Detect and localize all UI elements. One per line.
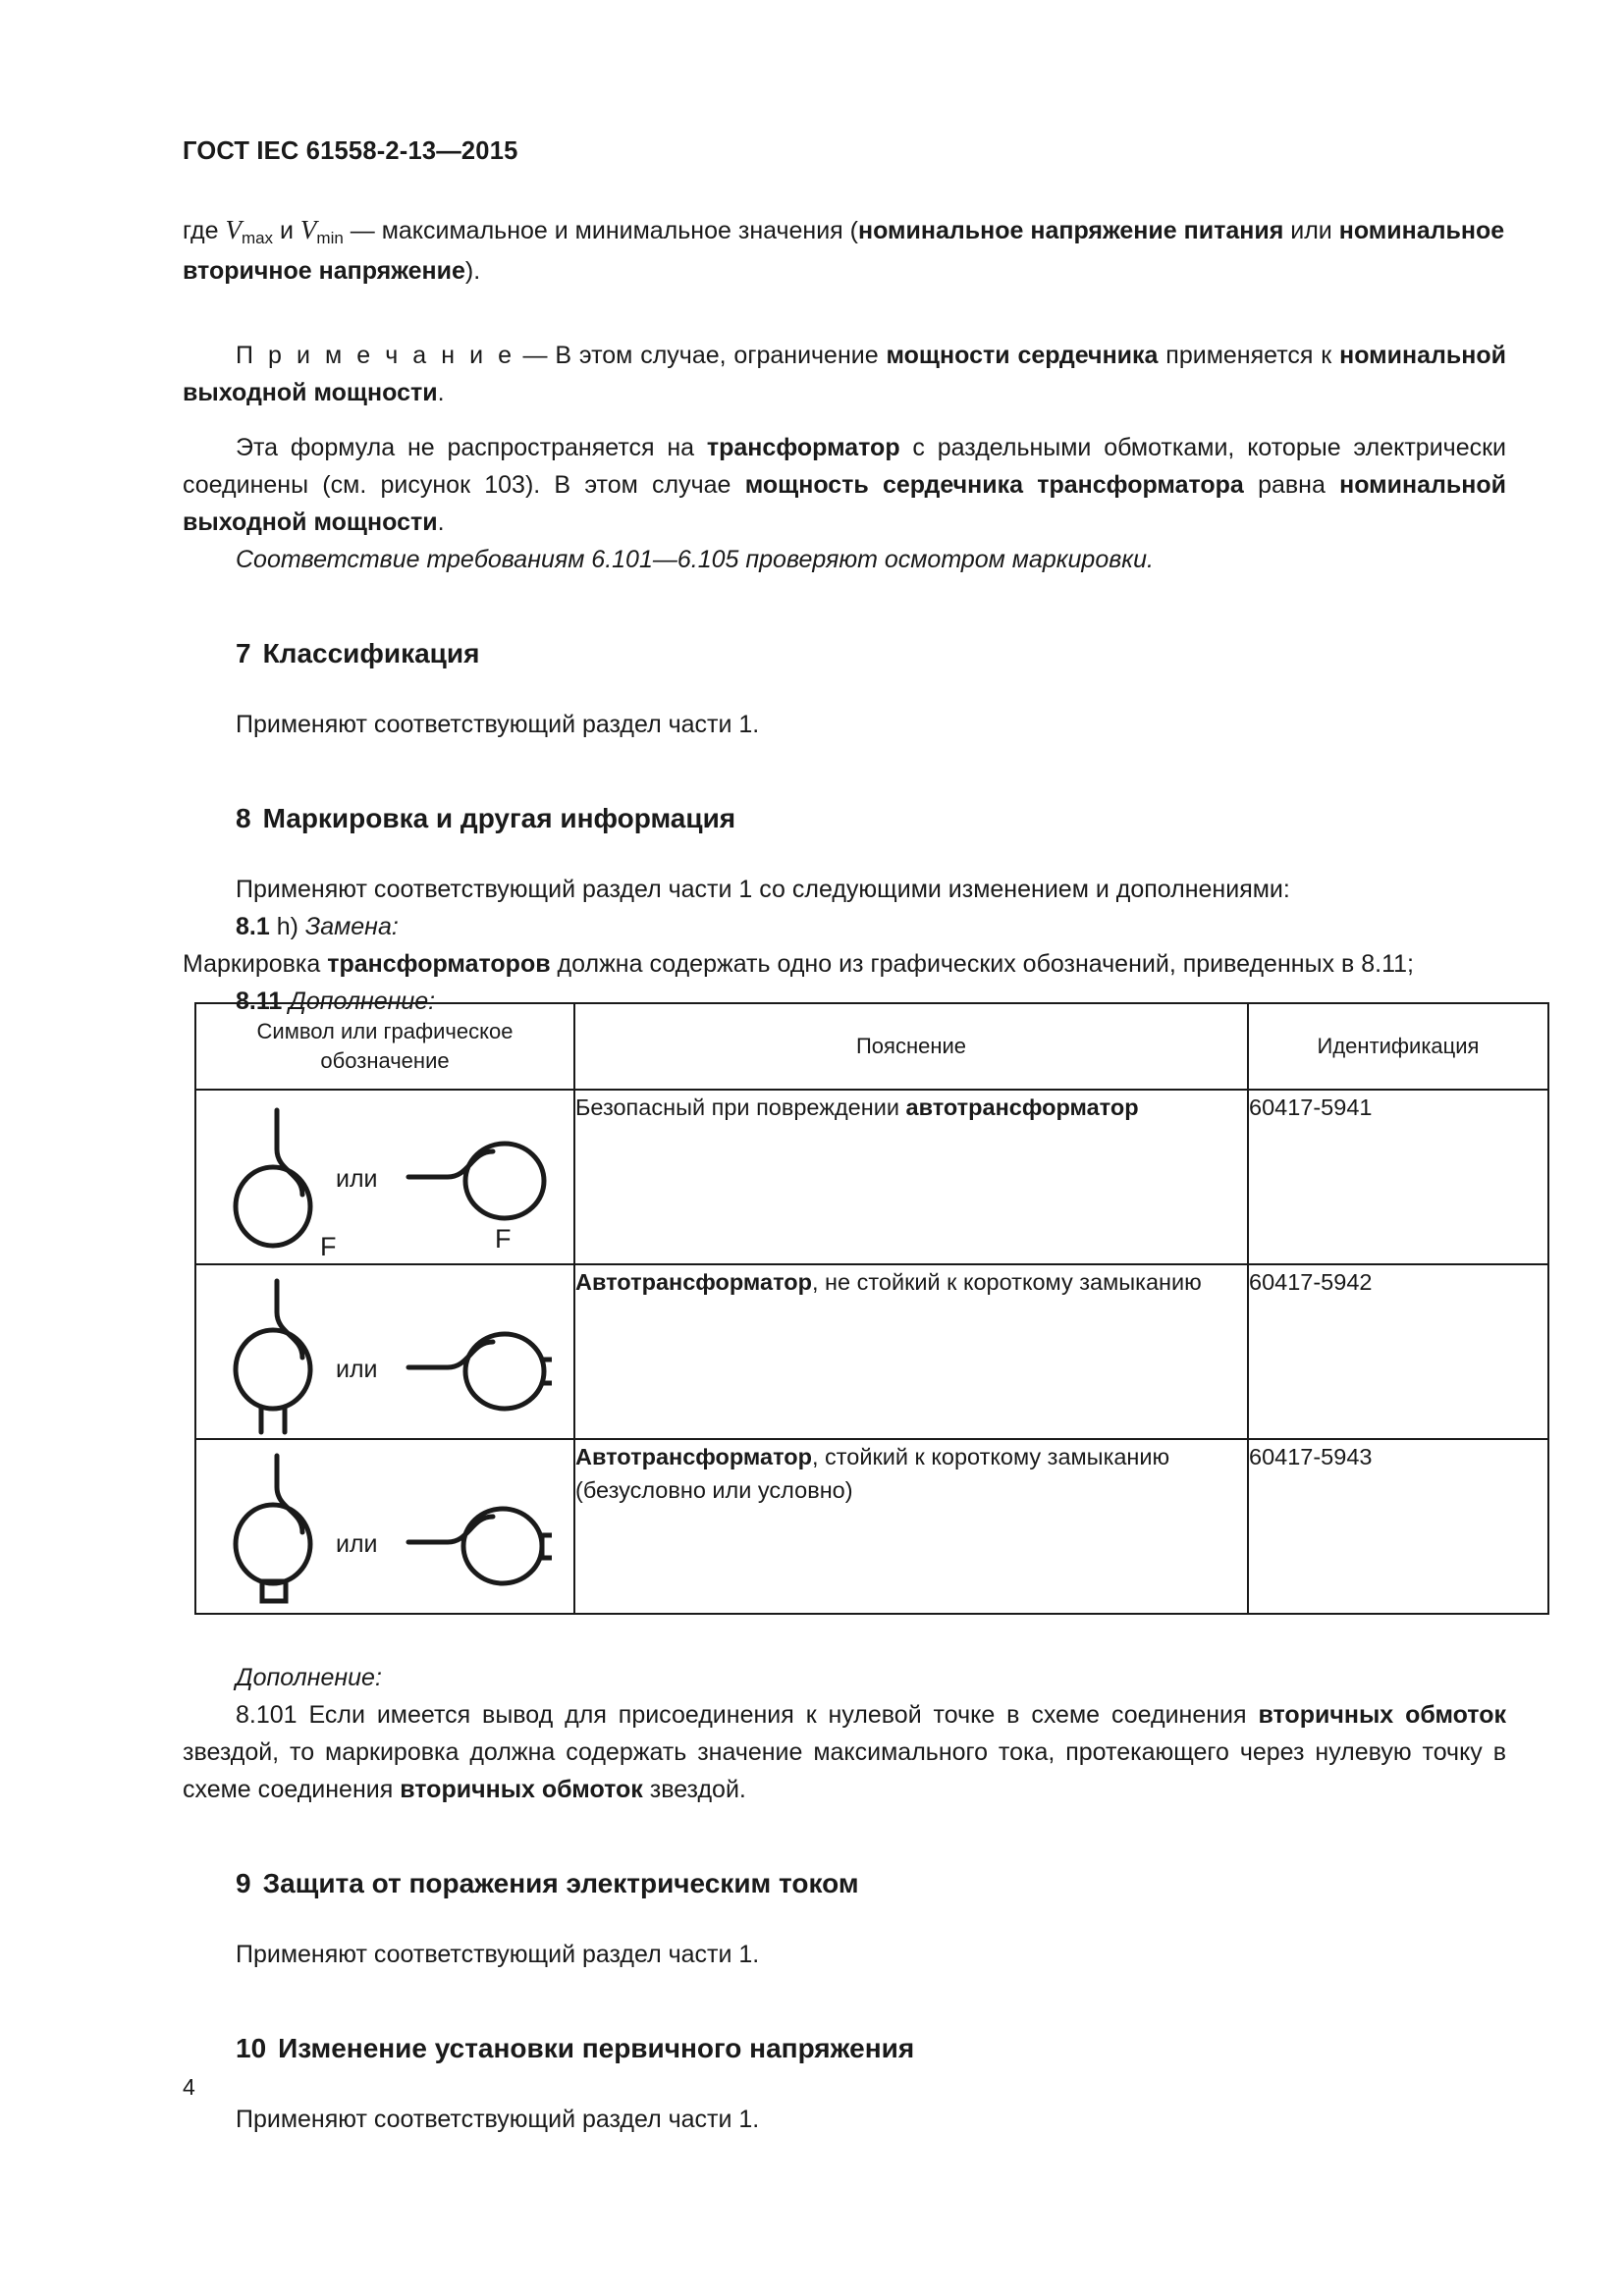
explanation-rest: , стойкий к короткому замыканию (безусловно или условно) [575,1444,1170,1503]
item-8-1-body-b: должна содержать одно из графических обозначений, приведенных в 8.11; [550,950,1414,978]
explanation-bold: автотрансформатор [905,1095,1139,1120]
explanation-lead: Безопасный при повреждении [575,1095,906,1120]
page-number: 4 [183,2074,195,2100]
spacer [183,837,1506,871]
paragraph-section-8-intro: Применяют соответствующий раздел части 1 со следующими изменением и дополнениями: [236,876,1290,903]
where-or: или [1283,217,1339,244]
or-label: или [336,1356,378,1383]
spacer [183,1973,1506,2030]
identification-cell: 60417-5941 [1248,1090,1548,1264]
identification-cell: 60417-5942 [1248,1264,1548,1439]
table-row [195,1090,1548,1264]
heading-8-title: Маркировка и другая информация [262,803,736,833]
paragraph-section-9-body: Применяют соответствующий раздел части 1. [236,1941,760,1968]
heading-section-7 [183,635,1506,672]
paragraph-compliance-italic: Соответствие требованиям 6.101—6.105 проверяют осмотром маркировки. [236,546,1154,573]
p8101-bold-secondary-windings-2: вторичных обмоток [400,1776,643,1803]
variable-vmin: $V_{min}$ [299,215,344,247]
paragraph-8-101 [183,1696,1506,1808]
where-bold-nominal-secondary-voltage: номинальное вторичное напряжение [183,217,1505,285]
heading-section-9 [183,1865,1506,1902]
spacer [183,411,1506,429]
p8101-bold-secondary-windings-1: вторичных обмоток [1258,1701,1506,1729]
paragraph-section-7-body: Применяют соответствующий раздел части 1. [236,711,760,738]
where-prefix: где [183,217,226,244]
explanation-cell [574,1090,1248,1264]
paragraph-formula-scope [183,429,1506,541]
p8101-c: звездой. [642,1776,746,1803]
variable-vmax: $V_{max}$ [225,215,274,247]
item-8-11-keyword: Дополнение: [282,988,436,1015]
heading-8-number: 8 [236,803,251,833]
paragraph-item-8-1-body [183,945,1506,983]
marker-label-f-left: F [320,1232,337,1261]
table-header-identification: Идентификация [1248,1003,1548,1090]
note-bold-core-power: мощности сердечника [886,342,1159,369]
p8101-a: Если имеется вывод для присоединения к нулевой точке в схеме соединения [297,1701,1259,1729]
para2-bold-transformer: трансформатор [706,434,900,461]
spacer [183,672,1506,706]
p8101-number: 8.101 [236,1701,298,1729]
table-row [195,1264,1548,1439]
item-8-1-keyword: Замена: [304,913,399,940]
symbol-cell-fail-safe-autotransformer [195,1090,574,1264]
heading-9-number: 9 [236,1868,251,1898]
heading-10-number: 10 [236,2033,267,2063]
where-bold-nominal-supply-voltage: номинальное напряжение питания [858,217,1284,244]
identification-cell: 60417-5943 [1248,1439,1548,1614]
where-close: ). [464,257,481,285]
document-body-lower [183,1659,1506,2138]
spacer [183,1902,1506,1936]
para2-b: с раздельными обмотками, которые электрически соединены (см. рисунок 103). В этом случае [183,434,1506,499]
not-short-circuit-proof-autotransformer-icon [218,1267,552,1436]
heading-section-10 [183,2030,1506,2067]
where-mid: и [273,217,300,244]
symbol-cell-short-circuit-proof-autotransformer [195,1439,574,1614]
paragraph-item-8-1 [183,908,1506,945]
para2-bold-rated-output-power: номинальной выходной мощности [183,471,1507,536]
heading-7-number: 7 [236,638,251,668]
explanation-rest: , не стойкий к короткому замыканию [811,1269,1202,1295]
spacer [183,1808,1506,1865]
symbols-table [194,1002,1549,1615]
item-8-1-number: 8.1 [236,913,270,940]
table-row [195,1439,1548,1614]
para2-d: . [437,508,445,536]
heading-section-8 [183,800,1506,837]
table-header-explanation: Пояснение [574,1003,1248,1090]
paragraph-dopolnenie-label: Дополнение: [236,1664,382,1691]
or-label: или [336,1165,378,1193]
note-bold-rated-output-power: номинальной выходной мощности [183,342,1506,406]
note-label: П р и м е ч а н и е [236,342,515,369]
explanation-cell [574,1264,1248,1439]
paragraph-where-definition [183,211,1506,290]
where-rest: — максимальное и минимальное значения ( [343,217,858,244]
spacer [183,290,1506,337]
note-dash: — В этом случае, ограничение [514,342,887,369]
heading-7-title: Классификация [262,638,480,668]
spacer [183,2067,1506,2101]
table-header-symbol: Символ или графическое обозначение [195,1003,574,1090]
note-mid: применяется к [1158,342,1340,369]
explanation-bold: Автотрансформатор [575,1444,812,1469]
or-label: или [336,1530,378,1558]
explanation-cell [574,1439,1248,1614]
item-8-1-bold-transformers: трансформаторов [327,950,551,978]
p8101-b: звездой, то маркировка должна содержать значение максимального тока, протекающего через нулевую точку в схеме соединения [183,1738,1506,1803]
spacer [183,743,1506,800]
symbol-cell-not-short-circuit-proof-autotransformer [195,1264,574,1439]
spacer [183,578,1506,635]
para2-c: равна [1243,471,1340,499]
table-header-row [195,1003,1548,1090]
para2-bold-core-power-transformer: мощность сердечника трансформатора [744,471,1244,499]
paragraph-section-10-body: Применяют соответствующий раздел части 1. [236,2106,760,2133]
paragraph-note [183,337,1506,411]
fail-safe-autotransformer-icon [218,1093,552,1261]
heading-10-title: Изменение установки первичного напряжения [278,2033,915,2063]
heading-9-title: Защита от поражения электрическим током [262,1868,859,1898]
document-body [183,211,1506,1020]
note-end: . [437,379,445,406]
marker-label-f-right: F [495,1224,512,1254]
para2-a: Эта формула не распространяется на [236,434,707,461]
explanation-bold: Автотрансформатор [575,1269,812,1295]
item-8-11-number: 8.11 [236,988,283,1015]
item-8-1-letter: h) [269,913,305,940]
short-circuit-proof-autotransformer-icon [218,1442,552,1611]
item-8-1-body-a: Маркировка [183,950,328,978]
document-header-standard-id: ГОСТ IEC 61558-2-13—2015 [183,137,518,165]
